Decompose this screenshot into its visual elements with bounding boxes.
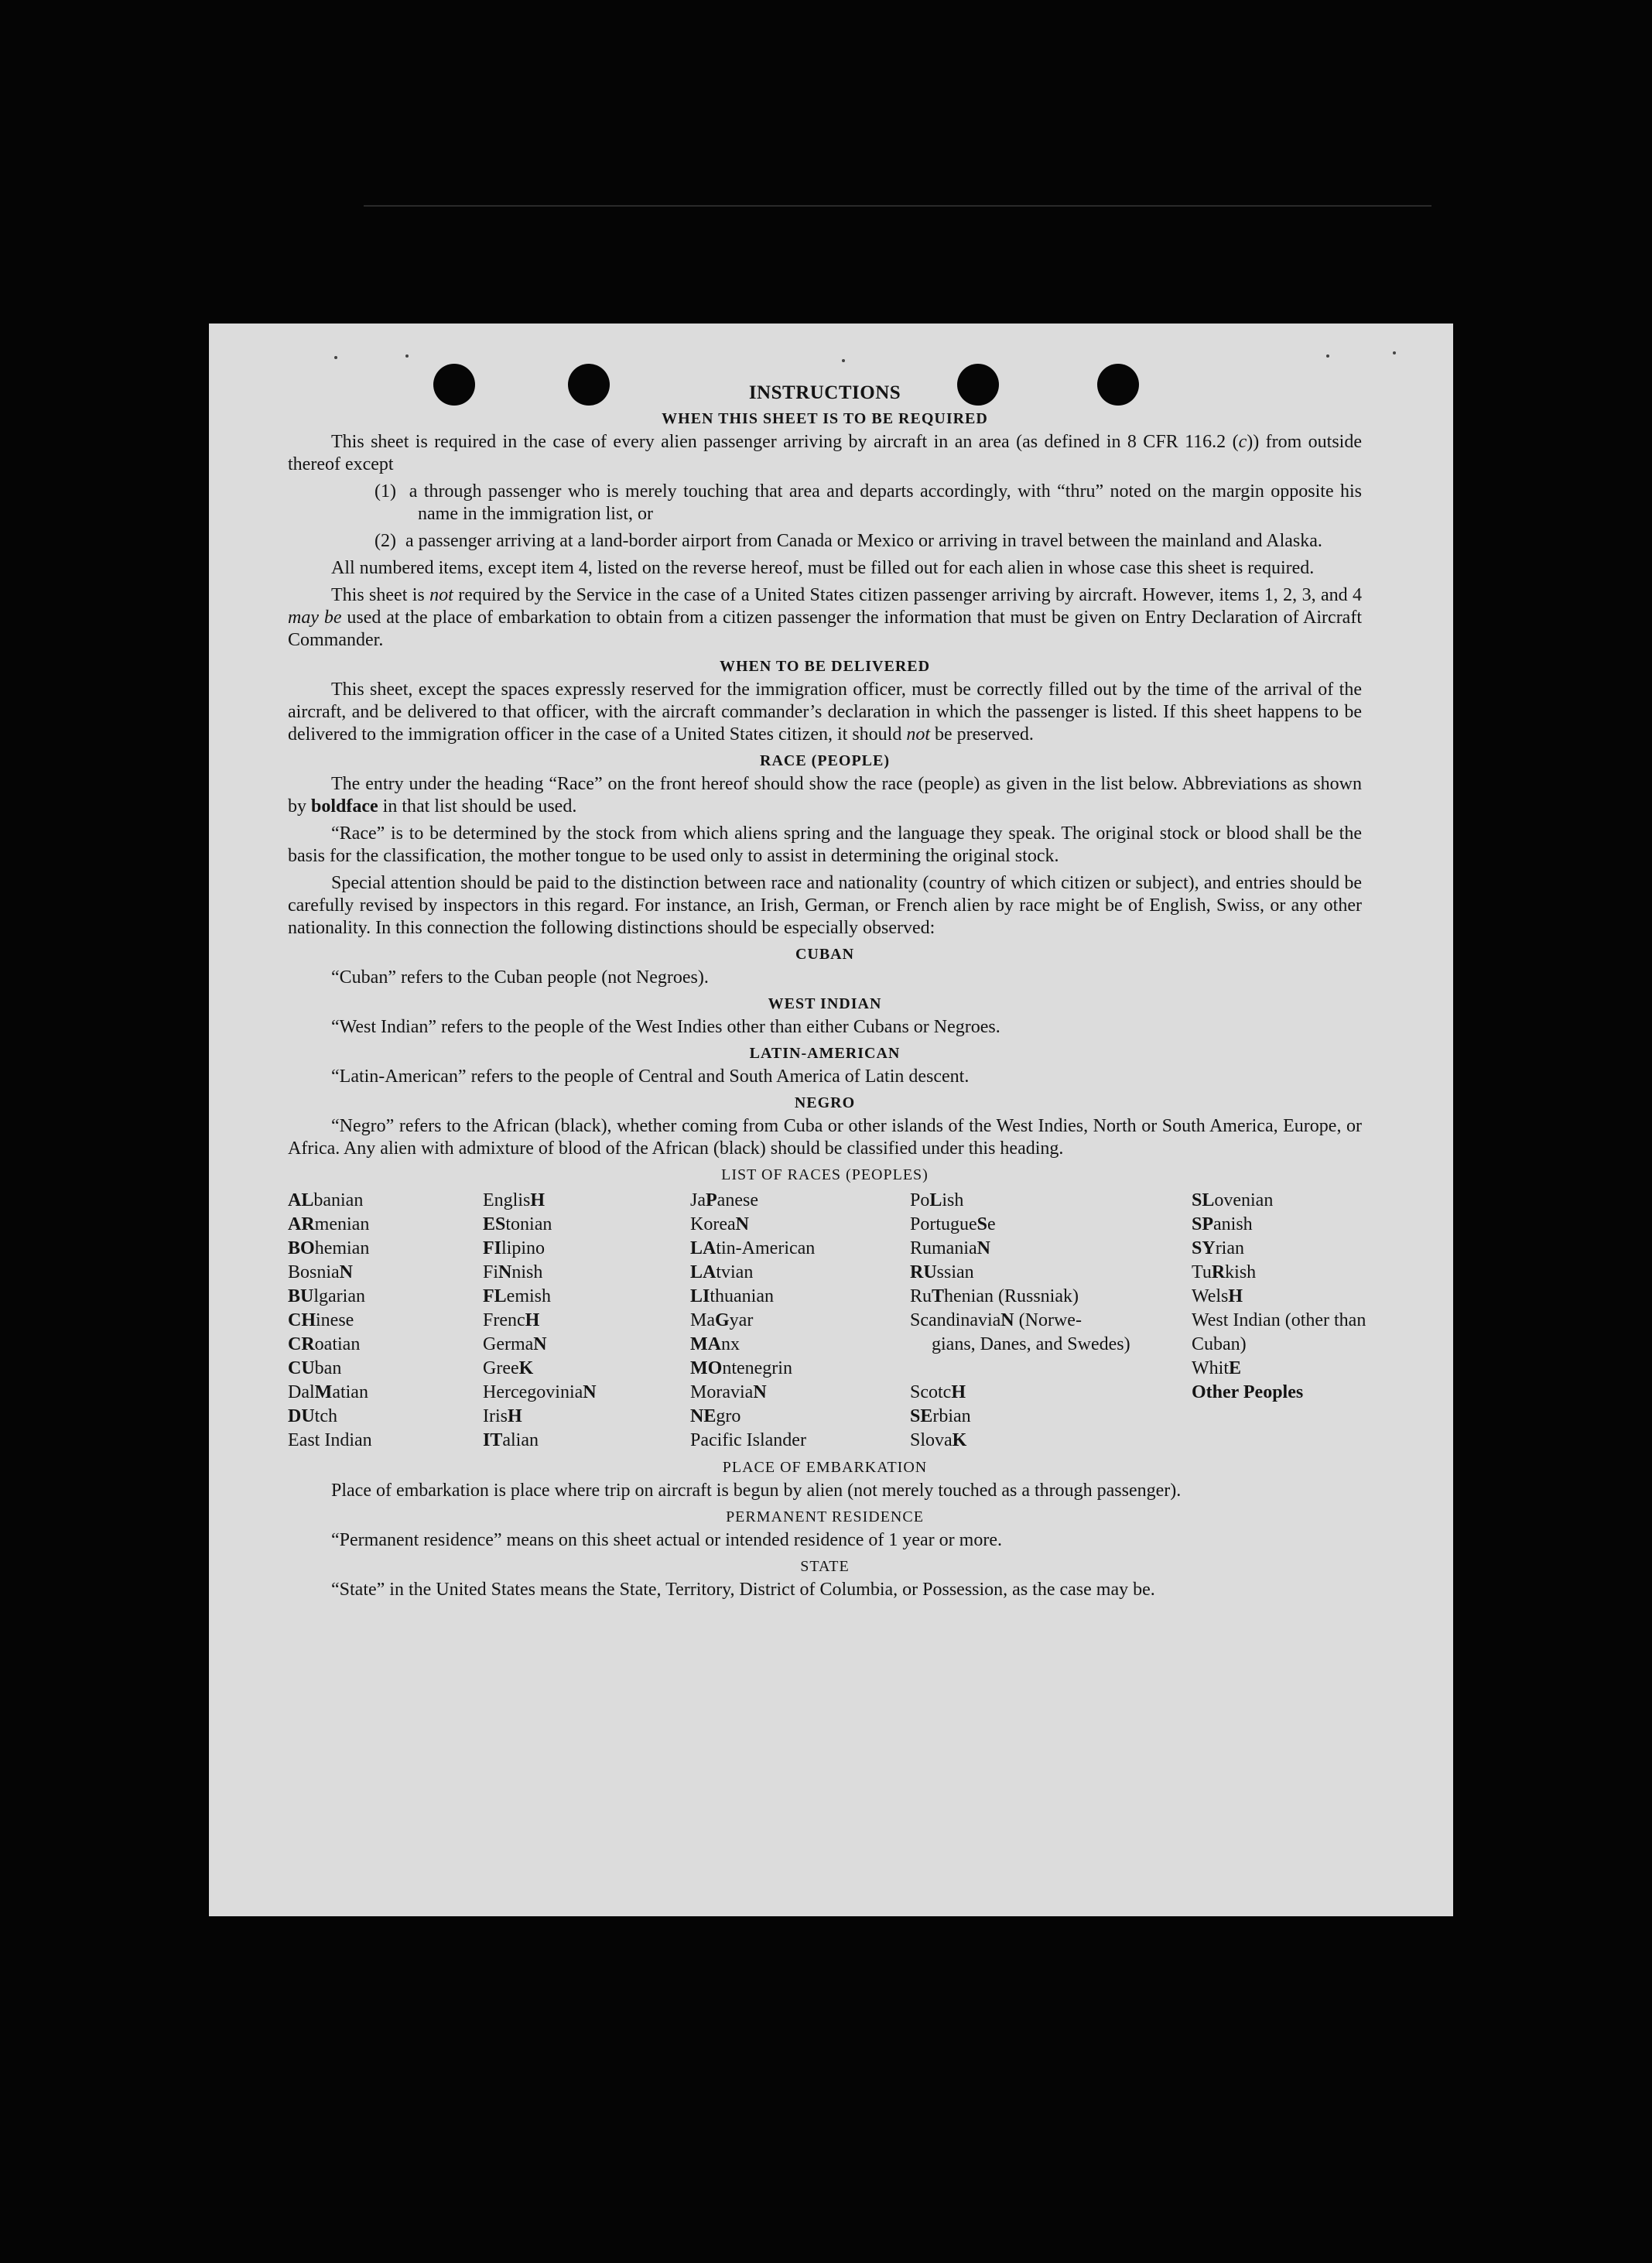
punch-hole [433, 364, 475, 406]
race-text: RU [910, 1262, 937, 1282]
race-text: gro [716, 1406, 741, 1426]
race-paragraph-2: “Race” is to be determined by the stock from which aliens spring and the language they speak. The original stock or blood shall be the basis for the classification, the mother tongue to be used only to assist in determining the original stock. [288, 823, 1362, 866]
section-heading-negro: NEGRO [794, 1094, 856, 1111]
race-entry [690, 1333, 910, 1357]
section-heading-list-of-races: LIST OF RACES (PEOPLES) [721, 1166, 929, 1183]
exception-item-1 [288, 481, 1362, 526]
race-text: ban [314, 1358, 342, 1378]
punch-hole [568, 364, 610, 406]
citizen-text-c: used at the place of embarkation to obtain from a citizen passenger the information that must be given on Entry Declaration of Aircraft Commander. [288, 608, 1362, 650]
race-text: E [1229, 1358, 1242, 1378]
races-list [288, 1189, 1366, 1453]
race-entry [690, 1357, 910, 1381]
race-text: N [735, 1214, 749, 1234]
section-heading-cuban: CUBAN [795, 946, 855, 963]
race-entry [483, 1381, 690, 1405]
race-entry [288, 1261, 483, 1285]
race-text: thuanian [710, 1286, 774, 1306]
race-text: alian [502, 1430, 539, 1450]
race-entry [483, 1333, 690, 1357]
race-entry [910, 1189, 1192, 1213]
race-text: Hercegovinia [483, 1382, 583, 1402]
exception-item-2 [288, 530, 1362, 553]
race-entry [483, 1213, 690, 1237]
race-paragraph-3: Special attention should be paid to the distinction between race and nationality (country of which citizen or subject), and entries should be carefully revised by inspectors in this regard. For instance, an Irish, German, or French alien by race might be of English, Swiss, or any other nationality. In this connection the following distinctions should be especially observed: [288, 873, 1362, 938]
race-entry [288, 1405, 483, 1429]
instruction-sheet [209, 324, 1453, 1916]
race-text: ish [942, 1190, 964, 1210]
race-entry [288, 1429, 483, 1453]
race-entry [1192, 1309, 1393, 1357]
race-text: K [518, 1358, 534, 1378]
race-text: CR [288, 1334, 315, 1354]
dust-speck [842, 359, 845, 362]
race-text: inese [316, 1310, 354, 1330]
dust-speck [334, 356, 337, 359]
race-text: Rumania [910, 1238, 977, 1258]
race-text: BU [288, 1286, 314, 1306]
race-text: N [533, 1334, 547, 1354]
race-text: banian [313, 1190, 364, 1210]
race-text: Frenc [483, 1310, 525, 1330]
race-entry [690, 1261, 910, 1285]
race-text: lgarian [313, 1286, 365, 1306]
race-entry [690, 1429, 910, 1453]
west-indian-paragraph: “West Indian” refers to the people of the West Indies other than either Cubans or Negroes. [331, 1017, 1000, 1037]
section-heading-when-required: WHEN THIS SHEET IS TO BE REQUIRED [662, 410, 988, 427]
race-text: Ma [690, 1310, 715, 1330]
race-text: Moravia [690, 1382, 754, 1402]
residence-paragraph: “Permanent residence” means on this sheet actual or intended residence of 1 year or more. [331, 1530, 1002, 1550]
race-text: FI [483, 1238, 501, 1258]
dust-speck [405, 354, 409, 358]
race-entry [1192, 1189, 1393, 1213]
race-text: Germa [483, 1334, 534, 1354]
section-heading-west-indian: WEST INDIAN [768, 995, 882, 1012]
race-text: emish [506, 1286, 551, 1306]
race-text: Wels [1192, 1286, 1229, 1306]
punch-hole [957, 364, 999, 406]
race-text: H [508, 1406, 522, 1426]
race-text: FL [483, 1286, 507, 1306]
race-entry [1192, 1261, 1393, 1285]
race-text: BO [288, 1238, 315, 1258]
dust-speck [1393, 351, 1396, 354]
race-text-b: in that list should be used. [378, 796, 577, 817]
race-text: Tu [1192, 1262, 1212, 1282]
all-items-paragraph: All numbered items, except item 4, listed on the reverse hereof, must be filled out for each alien in whose case this sheet is required. [331, 558, 1315, 578]
race-text: (Norwe- [1014, 1310, 1082, 1330]
race-text: Scotc [910, 1382, 952, 1402]
race-text: nish [511, 1262, 543, 1282]
race-text: Fi [483, 1262, 499, 1282]
race-text: ssian [936, 1262, 974, 1282]
race-text: Po [910, 1190, 930, 1210]
race-text: Korea [690, 1214, 736, 1234]
race-text: H [525, 1310, 540, 1330]
race-entry [690, 1309, 910, 1333]
race-text: menian [314, 1214, 370, 1234]
intro-text-c: c [1238, 432, 1247, 452]
race-entry [483, 1285, 690, 1309]
race-text: S [976, 1214, 988, 1234]
race-text: Ja [690, 1190, 706, 1210]
item-number: (2) [375, 531, 396, 551]
race-entry [690, 1213, 910, 1237]
race-text: M [314, 1382, 333, 1402]
citizen-text-not: not [429, 585, 453, 605]
race-text: Iris [483, 1406, 508, 1426]
race-text: West Indian (other than Cuban) [1192, 1310, 1366, 1354]
race-text: N [498, 1262, 512, 1282]
race-text: DU [288, 1406, 315, 1426]
race-entry [288, 1213, 483, 1237]
race-text: AR [288, 1214, 315, 1234]
page-title: INSTRUCTIONS [748, 382, 901, 403]
race-text: Ru [910, 1286, 932, 1306]
race-text: Other Peoples [1192, 1382, 1304, 1402]
race-text: tvian [716, 1262, 754, 1282]
race-entry [910, 1405, 1192, 1429]
race-entry [288, 1309, 483, 1333]
section-heading-embarkation: PLACE OF EMBARKATION [722, 1459, 928, 1476]
race-entry [690, 1237, 910, 1261]
race-text: tch [314, 1406, 337, 1426]
item-text: a through passenger who is merely touching that area and departs accordingly, with “thru” noted on the margin opposite his name in the immigration list, or [409, 481, 1362, 524]
state-paragraph: “State” in the United States means the State, Territory, District of Columbia, or Possession, as the case may be. [331, 1580, 1155, 1600]
race-entry [483, 1189, 690, 1213]
race-text: N [583, 1382, 597, 1402]
section-heading-state: STATE [800, 1558, 850, 1575]
race-text: G [715, 1310, 730, 1330]
race-text: nx [720, 1334, 740, 1354]
race-entry [910, 1213, 1192, 1237]
race-text: Portugue [910, 1214, 977, 1234]
race-text: Scandinavia [910, 1310, 1001, 1330]
item-number: (1) [375, 481, 396, 502]
race-text-bold: boldface [311, 796, 378, 817]
race-entry [1192, 1213, 1393, 1237]
race-text: Gree [483, 1358, 519, 1378]
citizen-paragraph [288, 584, 1362, 652]
race-text: N [1000, 1310, 1014, 1330]
race-entry [288, 1237, 483, 1261]
race-text: T [932, 1286, 945, 1306]
race-entry [288, 1189, 483, 1213]
race-entry [910, 1285, 1192, 1309]
when-delivered-paragraph [288, 679, 1362, 746]
race-text: rian [1215, 1238, 1244, 1258]
race-text: SP [1192, 1214, 1214, 1234]
race-text: R [1211, 1262, 1226, 1282]
race-entry [483, 1237, 690, 1261]
race-text: CU [288, 1358, 315, 1378]
scan-artifact-line [364, 205, 1431, 207]
race-text: East Indian [288, 1430, 372, 1450]
race-text: N [753, 1382, 767, 1402]
race-text: e [987, 1214, 996, 1234]
race-entry [288, 1285, 483, 1309]
race-text: AL [288, 1190, 314, 1210]
race-entry [690, 1405, 910, 1429]
section-heading-when-delivered: WHEN TO BE DELIVERED [719, 658, 931, 675]
race-entry [1192, 1285, 1393, 1309]
race-text: N [976, 1238, 990, 1258]
race-text: anish [1213, 1214, 1253, 1234]
race-entry [288, 1381, 483, 1405]
race-entry [288, 1357, 483, 1381]
race-entry [690, 1285, 910, 1309]
race-text: NE [690, 1406, 717, 1426]
race-text: SY [1192, 1238, 1216, 1258]
when-required-intro [288, 431, 1362, 476]
race-text: henian (Russniak) [944, 1286, 1079, 1306]
citizen-text-b: required by the Service in the case of a United States citizen passenger arriving by aircraft. However, items 1, 2, 3, and 4 [453, 585, 1362, 605]
race-text: lipino [501, 1238, 546, 1258]
race-text: CH [288, 1310, 316, 1330]
race-text: kish [1225, 1262, 1257, 1282]
race-text: hemian [314, 1238, 370, 1258]
race-text: anese [717, 1190, 758, 1210]
citizen-text-maybe: may be [288, 608, 342, 628]
intro-text-a: This sheet is required in the case of every alien passenger arriving by aircraft in an area (as defined in 8 CFR 116.2 ( [331, 432, 1239, 452]
race-text: Pacific Islander [690, 1430, 806, 1450]
race-text: rbian [932, 1406, 971, 1426]
race-entry [910, 1261, 1192, 1285]
race-text: MA [690, 1334, 721, 1354]
race-text: atian [332, 1382, 368, 1402]
citizen-text-a: This sheet is [331, 585, 430, 605]
race-entry [690, 1381, 910, 1405]
race-text: SL [1192, 1190, 1215, 1210]
race-text: ovenian [1214, 1190, 1274, 1210]
section-heading-residence: PERMANENT RESIDENCE [726, 1508, 924, 1525]
section-heading-latin-american: LATIN-AMERICAN [749, 1045, 901, 1062]
race-text: Slova [910, 1430, 953, 1450]
race-text: H [530, 1190, 546, 1210]
race-text: K [952, 1430, 967, 1450]
race-text: Englis [483, 1190, 531, 1210]
intro-text-b: )) from outside thereof except [288, 432, 1362, 474]
race-entry [910, 1429, 1192, 1453]
race-text: LI [690, 1286, 710, 1306]
race-entry [483, 1261, 690, 1285]
race-text: Bosnia [288, 1262, 340, 1282]
cuban-paragraph: “Cuban” refers to the Cuban people (not Negroes). [331, 967, 709, 988]
race-entry [483, 1405, 690, 1429]
race-text: L [929, 1190, 942, 1210]
dust-speck [1326, 354, 1329, 358]
race-text: ntenegrin [722, 1358, 792, 1378]
race-paragraph-1 [288, 773, 1362, 818]
race-text: H [951, 1382, 966, 1402]
race-text: H [1228, 1286, 1243, 1306]
item-text: a passenger arriving at a land-border airport from Canada or Mexico or arriving in travel between the mainland and Alaska. [405, 531, 1322, 551]
race-text: tonian [505, 1214, 552, 1234]
race-text: Whit [1192, 1358, 1229, 1378]
race-text-a: The entry under the heading “Race” on the front hereof should show the race (people) as given in the list below. Abbreviations as shown by [288, 774, 1362, 817]
race-entry [1192, 1237, 1393, 1261]
latin-american-paragraph: “Latin-American” refers to the people of Central and South America of Latin descent. [331, 1066, 970, 1087]
race-text: yar [729, 1310, 754, 1330]
race-text: MO [690, 1358, 723, 1378]
section-heading-race: RACE (PEOPLE) [760, 752, 890, 769]
race-entry [483, 1309, 690, 1333]
race-entry [910, 1381, 1192, 1405]
race-entry [690, 1189, 910, 1213]
race-text: tin-American [716, 1238, 816, 1258]
race-entry [483, 1429, 690, 1453]
race-text: Dal [288, 1382, 315, 1402]
race-entry [1192, 1357, 1393, 1381]
race-entry [1192, 1381, 1393, 1405]
race-text: N [339, 1262, 354, 1282]
race-text: P [706, 1190, 717, 1210]
race-text: LA [690, 1262, 717, 1282]
race-entry [910, 1309, 1192, 1381]
race-entry [483, 1357, 690, 1381]
race-text: oatian [314, 1334, 361, 1354]
race-entry [910, 1237, 1192, 1261]
race-text: IT [483, 1430, 503, 1450]
race-text: gians, Danes, and Swedes) [932, 1334, 1130, 1354]
delivered-text-not: not [906, 724, 930, 745]
race-text: LA [690, 1238, 717, 1258]
punch-hole [1097, 364, 1139, 406]
negro-paragraph: “Negro” refers to the African (black), whether coming from Cuba or other islands of the West Indies, North or South America, Europe, or Africa. Any alien with admixture of blood of the African (black) should be classified under this heading. [288, 1116, 1362, 1159]
delivered-text-a: This sheet, except the spaces expressly reserved for the immigration officer, must be correctly filled out by the time of the arrival of the aircraft, and be delivered to that officer, with the aircraft commander’s declaration in which the passenger is listed. If this sheet happens to be delivered to the immigration officer in the case of a United States citizen, it should [288, 680, 1362, 745]
race-text: SE [910, 1406, 933, 1426]
delivered-text-b: be preserved. [930, 724, 1034, 745]
embarkation-paragraph: Place of embarkation is place where trip on aircraft is begun by alien (not merely touched as a through passenger). [331, 1481, 1182, 1501]
race-text: ES [483, 1214, 506, 1234]
race-entry [288, 1333, 483, 1357]
